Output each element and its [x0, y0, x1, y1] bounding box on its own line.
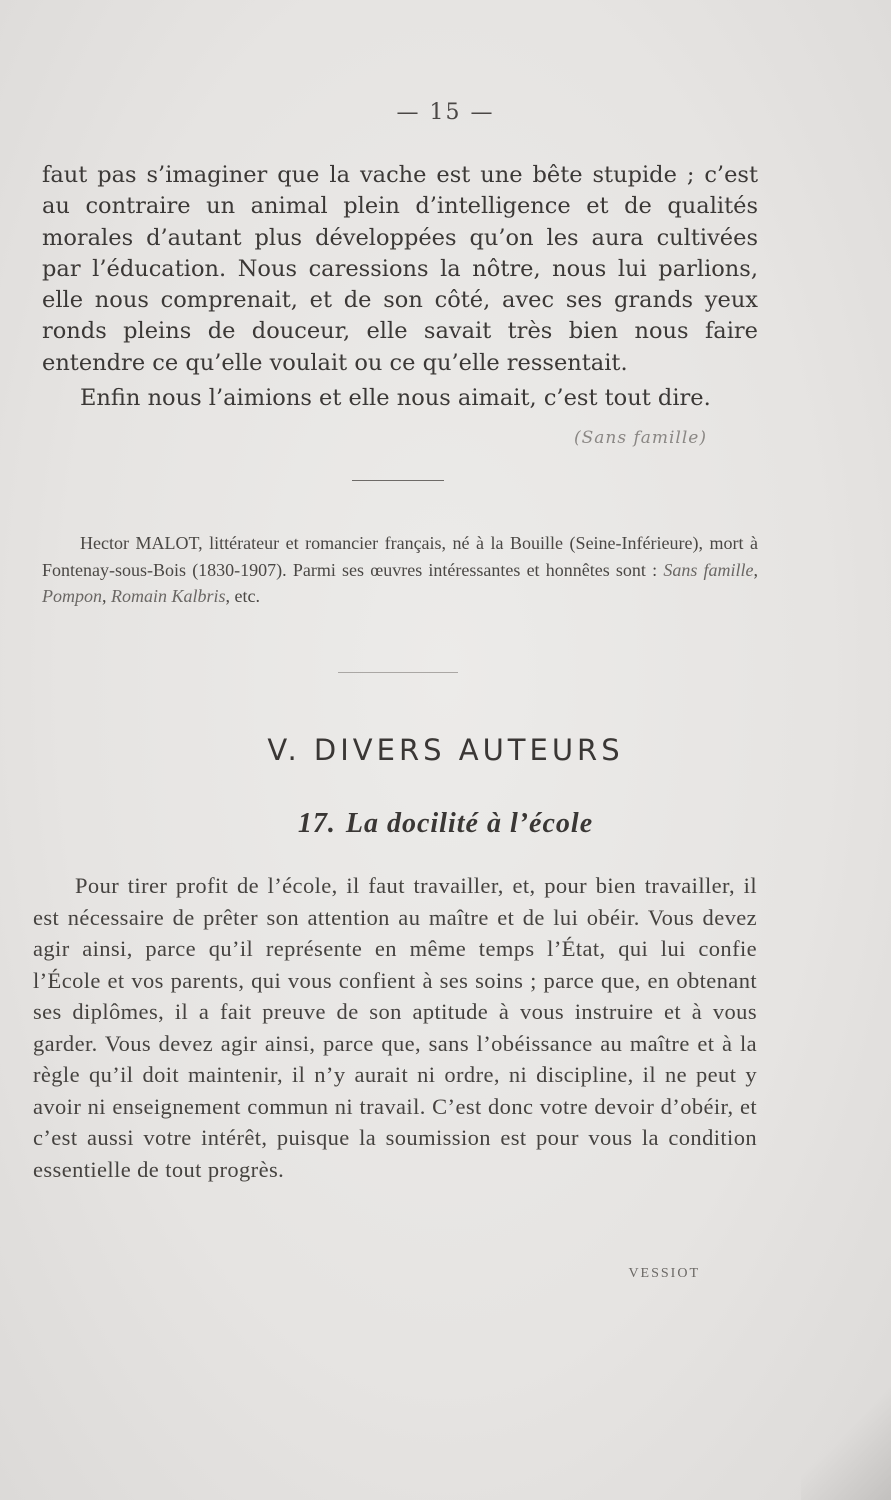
author-description: , littérateur et romancier français, né à la Bouille (Seine-Inférieure), mort à Fontenay-sous-Bois (1830-1907). Parmi ses œuvres intéressantes et honnêtes sont :	[42, 533, 758, 580]
section-divider	[352, 480, 444, 481]
page-corner-shadow	[801, 1360, 891, 1500]
article-number: 17.	[297, 808, 336, 839]
work-title: Romain Kalbris	[111, 586, 226, 606]
work-title: Pompon	[42, 586, 102, 606]
page-number: — 15 —	[396, 100, 495, 125]
section-heading: V. DIVERS AUTEURS	[267, 733, 624, 767]
author-note-ending: , etc.	[225, 586, 260, 606]
author-note	[42, 530, 758, 610]
excerpt-source: (Sans famille)	[573, 428, 707, 448]
section-divider	[338, 672, 458, 673]
article-title-text: La docilité à l’école	[345, 808, 594, 839]
article-body: Pour tirer profit de l’école, il faut travailler, et, pour bien travailler, il est nécessaire de prêter son attention au maître et de lui obéir. Vous devez agir ainsi, parce qu’il représente en même temps l’État, qui lui confie l’École et vos parents, qui vous confient à ses soins ; parce que, en obtenant ses diplômes, il a fait preuve de son aptitude à vous instruire et à vous garder. Vous devez agir ainsi, parce que, sans l’obéissance au maître et à la règle qu’il doit maintenir, il n’y aurait ni ordre, ni discipline, il ne peut y avoir ni enseignement commun ni travail. C’est donc votre devoir d’obéir, et c’est aussi votre intérêt, puisque la soumission est pour vous la condition essentielle de tout progrès.	[33, 873, 757, 1182]
work-separator: ,	[753, 559, 758, 580]
excerpt-closing-line: Enfin nous l’aimions et elle nous aimait, c’est tout dire.	[80, 385, 711, 411]
work-title: Sans famille	[663, 559, 754, 580]
author-name: Hector MALOT	[80, 533, 199, 553]
article-title	[0, 808, 891, 840]
article-author-signature: VESSIOT	[628, 1266, 700, 1281]
work-separator: ,	[102, 586, 111, 606]
excerpt-paragraph: faut pas s’imaginer que la vache est une bête stupide ; c’est au contraire un animal plein d’intelligence et de qualités morales d’autant plus développées qu’on les aura cultivées par l’éducation. Nous caressions la nôtre, nous lui parlions, elle nous comprenait, et de son côté, avec ses grands yeux ronds pleins de douceur, elle savait très bien nous faire entendre ce qu’elle voulait ou ce qu’elle ressentait.	[42, 162, 758, 376]
